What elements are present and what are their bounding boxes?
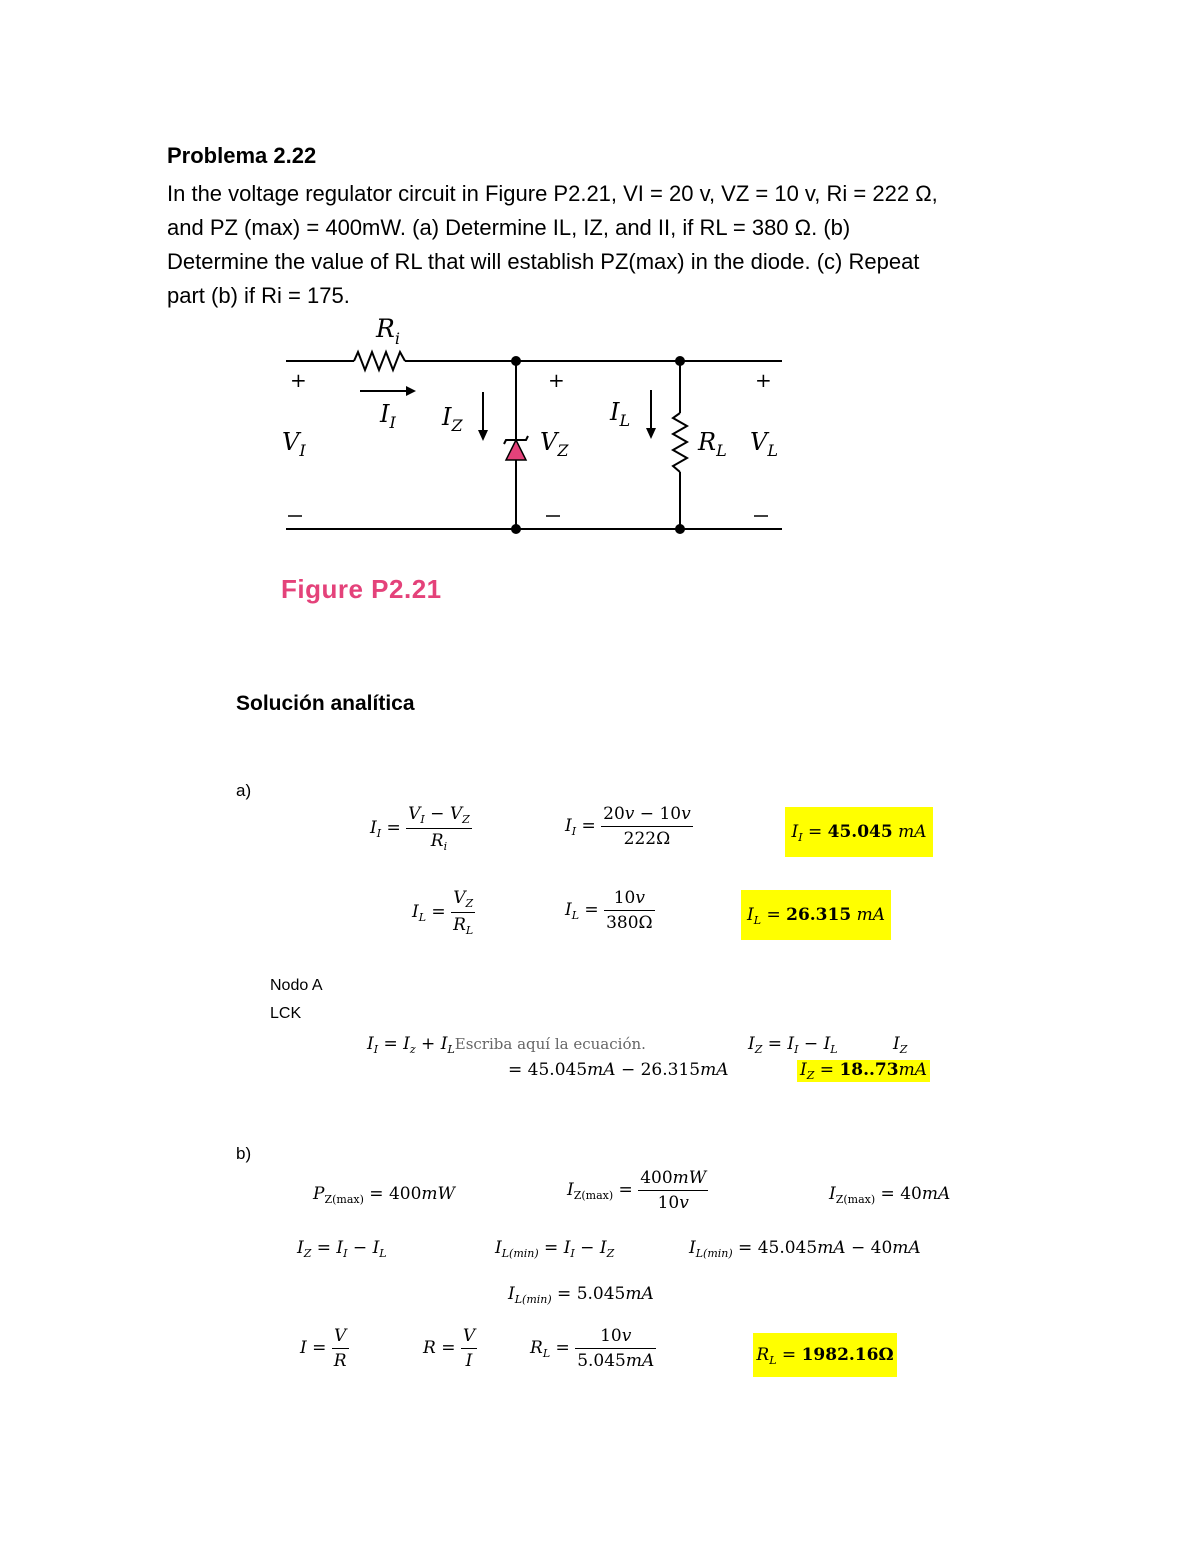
problem-title: Problema 2.22	[167, 143, 317, 168]
eq-il-result: $I_L = 26.315$ mA	[741, 890, 891, 940]
eq-izmax-formula: $I_{Z(max)}$ = $\frac{400mW}{10v}$	[567, 1168, 707, 1213]
eq-kcl: $I_I = I_z$ + $I_LEscriba$ aquí la ecuación.	[367, 1034, 646, 1056]
eq-iz-substitution: = 45.045mA − 26.315mA	[508, 1060, 729, 1080]
eq-il-substitution: $I_L$ = $\frac{10v}{380\Omega}$	[565, 888, 653, 933]
problem-line-2: and PZ (max) = 400mW. (a) Determine IL, IZ, and II, if RL = 380 Ω. (b)	[167, 215, 851, 240]
eq-ii-formula: $I_I$ = $\frac{V_I - V_Z}{R_i}$	[370, 804, 470, 853]
svg-text:RL: $R_L$	[698, 428, 727, 460]
eq-iz-kcl: $I_Z = I_I - I_L$	[297, 1238, 387, 1260]
equation-placeholder: Escriba aquí la ecuación.	[454, 1035, 646, 1053]
svg-text:+: +	[548, 368, 565, 392]
eq-iz-result: $I_Z = 18..73mA$	[797, 1060, 930, 1082]
problem-line-4: part (b) if Ri = 175.	[167, 283, 350, 308]
eq-iz-formula: $I_Z = I_I - I_L$	[748, 1034, 838, 1056]
law-label: LCK	[270, 1005, 302, 1022]
svg-text:+: +	[290, 368, 307, 392]
eq-ilmin-formula: $I_{L(min)} = I_I - I_Z$	[495, 1238, 615, 1260]
eq-ohm-resistance: R = $\frac{V}{I}$	[423, 1326, 476, 1371]
eq-ii-substitution: $I_I$ = $\frac{20v - 10v}{222\Omega}$	[565, 804, 691, 849]
eq-ilmin-substitution: $I_{L(min)} = 45.045mA - 40mA$	[689, 1238, 921, 1260]
problem-line-1: In the voltage regulator circuit in Figure P2.21, VI = 20 v, VZ = 10 v, Ri = 222 Ω,	[167, 181, 938, 206]
part-a-label: a)	[236, 781, 252, 800]
zener-diode-symbol	[506, 440, 526, 460]
eq-iz-symbol: $I_Z$	[893, 1034, 908, 1056]
svg-text:IL: $I_L$	[610, 398, 631, 430]
eq-ilmin-result: $I_{L(min)} = 5.045mA$	[508, 1284, 654, 1306]
svg-text:IZ: $I_Z$	[442, 403, 463, 435]
svg-text:+: +	[755, 368, 772, 392]
circuit-diagram	[270, 310, 800, 555]
eq-il-formula: $I_L$ = $\frac{V_Z}{R_L}$	[412, 888, 474, 937]
eq-rl-result: $R_L = 1982.16\Omega$	[753, 1333, 897, 1377]
svg-text:VL: $V_L$	[750, 428, 778, 460]
eq-rl-substitution: $R_L$ = $\frac{10v}{5.045mA}$	[530, 1326, 655, 1371]
svg-text:VZ: $V_Z$	[540, 428, 569, 460]
problem-line-3: Determine the value of RL that will establish PZ(max) in the diode. (c) Repeat	[167, 249, 920, 274]
eq-ii-result: $I_I = 45.045$ mA	[785, 807, 933, 857]
problem-statement	[167, 177, 1047, 313]
figure-caption: Figure P2.21	[281, 574, 442, 604]
solution-title: Solución analítica	[236, 692, 415, 715]
svg-text:VI: $V_I$	[282, 428, 306, 460]
eq-pzmax: $P_{Z(max)} = 400mW$	[313, 1184, 455, 1206]
svg-text:Ri: $R_i$	[376, 314, 400, 348]
svg-text:II: $I_I$	[380, 400, 396, 432]
eq-ohm-current: I = $\frac{V}{R}$	[300, 1326, 347, 1371]
eq-izmax-result: $I_{Z(max)} = 40mA$	[829, 1184, 951, 1206]
part-b-label: b)	[236, 1144, 252, 1163]
node-label: Nodo A	[270, 977, 323, 994]
